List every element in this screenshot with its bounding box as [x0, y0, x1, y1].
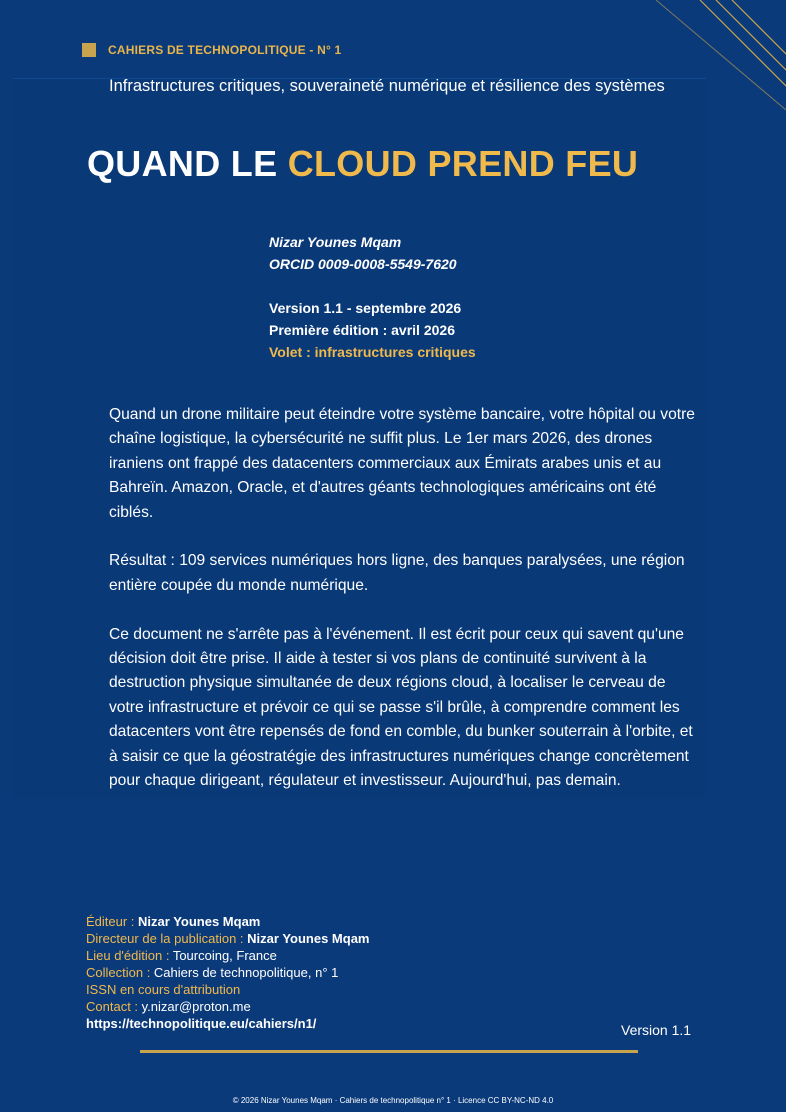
author-name: Nizar Younes Mqam	[269, 234, 402, 250]
lieu-label: Lieu d'édition :	[86, 948, 173, 963]
editeur-label: Éditeur :	[86, 914, 139, 929]
title-part-1: QUAND LE	[87, 143, 288, 184]
collection-label: Collection :	[86, 965, 154, 980]
colophon-directeur	[86, 930, 369, 947]
colophon-editeur	[86, 913, 369, 930]
issn-line: ISSN en cours d'attribution	[86, 982, 241, 997]
abstract-paragraph-1: Quand un drone militaire peut éteindre votre système bancaire, votre hôpital ou votre chaîne logistique, la cybersécurité ne suffit plus. Le 1er mars 2026, des drones iraniens ont frappé des datacenters commerciaux aux Émirats arabes unis et au Bahreïn. Amazon, Oracle, et d'autres géants technologiques américains ont été ciblés.	[109, 406, 695, 521]
version-line: Version 1.1 - septembre 2026	[269, 300, 462, 316]
version-badge: Version 1.1	[621, 1022, 692, 1038]
contact-label: Contact :	[86, 999, 142, 1014]
directeur-value: Nizar Younes Mqam	[247, 931, 370, 946]
first-edition-line: Première édition : avril 2026	[269, 322, 455, 338]
lieu-value: Tourcoing, France	[172, 948, 277, 963]
collection-value: Cahiers de technopolitique, n° 1	[153, 965, 339, 980]
volet-line: Volet : infrastructures critiques	[269, 344, 476, 360]
abstract	[109, 403, 699, 818]
colophon	[86, 913, 369, 1032]
document-title	[87, 143, 638, 185]
cahier-url-link[interactable]: https://technopolitique.eu/cahiers/n1/	[86, 1016, 317, 1031]
directeur-label: Directeur de la publication :	[86, 931, 248, 946]
gold-divider	[140, 1050, 638, 1053]
copyright-footer: © 2026 Nizar Younes Mqam · Cahiers de technopolitique n° 1 · Licence CC BY-NC-ND 4.0	[232, 1096, 554, 1105]
title-part-2: CLOUD PREND FEU	[287, 143, 639, 184]
abstract-paragraph-2: Résultat : 109 services numériques hors ligne, des banques paralysées, une région entière coupée du monde numérique.	[109, 552, 685, 594]
author-orcid: ORCID 0009-0008-5549-7620	[269, 256, 457, 272]
colophon-collection	[86, 964, 369, 981]
colophon-contact	[86, 998, 369, 1015]
series-label: CAHIERS DE TECHNOPOLITIQUE - N° 1	[108, 43, 342, 57]
abstract-paragraph-3: Ce document ne s'arrête pas à l'événement. Il est écrit pour ceux qui savent qu'une décision doit être prise. Il aide à tester si vos plans de continuité survivent à la destruction physique simultanée de deux régions cloud, à localiser le cerveau de votre infrastructure et prévoir ce qui se passe s'il brûle, à comprendre comment les datacenters vont être repensés de fond en comble, du bunker souterrain à l'orbite, et à saisir ce que la géostratégie des infrastructures numériques change concrètement pour chaque dirigeant, régulateur et investisseur. Aujourd'hui, pas demain.	[109, 625, 693, 790]
decorative-diagonal-lines	[656, 0, 786, 110]
document-meta	[269, 231, 476, 363]
colophon-lieu	[86, 947, 369, 964]
editeur-value: Nizar Younes Mqam	[138, 914, 261, 929]
series-header	[82, 43, 341, 57]
contact-email-link[interactable]: y.nizar@proton.me	[141, 999, 251, 1014]
subtitle: Infrastructures critiques, souveraineté numérique et résilience des systèmes	[109, 77, 665, 95]
series-square-icon	[82, 43, 96, 57]
